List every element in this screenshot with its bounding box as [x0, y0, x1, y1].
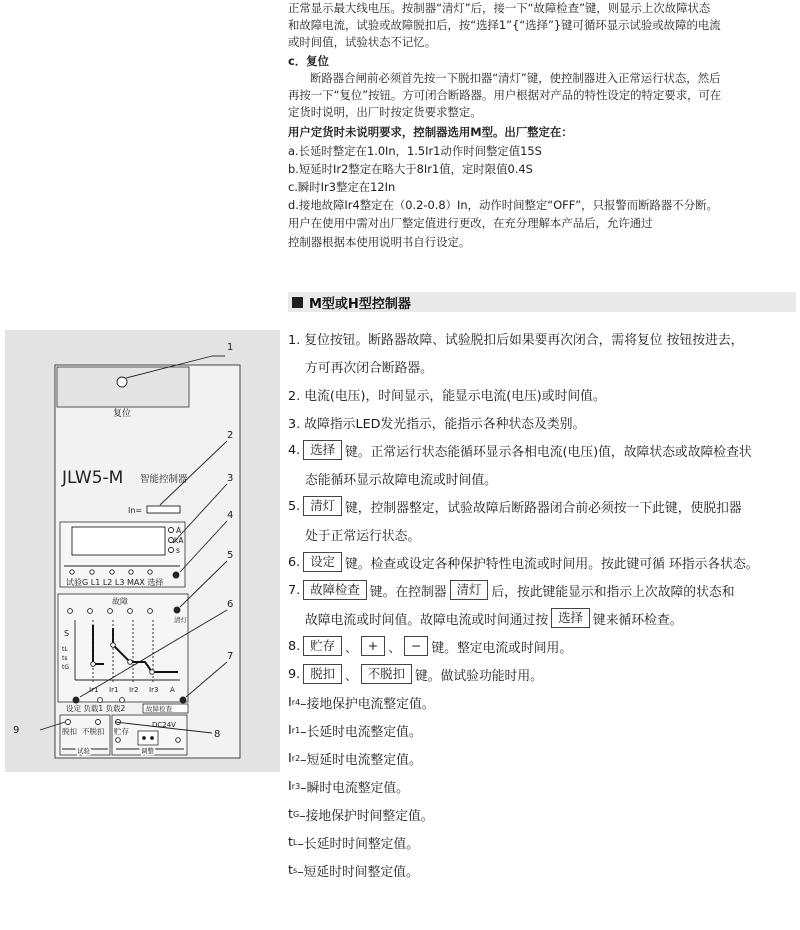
- default-a: a.长延时整定在1.0In，1.5Ir1动作时间整定值15S: [288, 143, 542, 158]
- dc-connector: [138, 731, 158, 745]
- item-text: 处于正常运行状态。: [305, 528, 421, 544]
- led: [176, 738, 181, 743]
- top-line: 和故障电流，试验或故障脱扣后，按“选择1”{“选择”}键可循环显示试验或故障的电流: [288, 18, 721, 33]
- list-item: [288, 492, 800, 520]
- led-a: [169, 528, 174, 533]
- list-item-cont: [288, 464, 800, 492]
- reset-line: 再按一下“复位”按钮。方可闭合断路器。用户根据对产品的特性设定的特定要求，可在: [288, 88, 722, 103]
- fault-frame: [58, 594, 188, 702]
- item-number: 9.: [288, 666, 301, 682]
- display-screen: [72, 527, 165, 555]
- plus-key: +: [361, 636, 385, 656]
- param-text: –接地保护电流整定值。: [300, 696, 435, 712]
- led: [116, 738, 121, 743]
- led: [148, 570, 152, 574]
- param-item: [288, 688, 800, 716]
- list-item-cont: [288, 352, 800, 380]
- param-item: [288, 828, 800, 856]
- param-item: [288, 856, 800, 884]
- top-text-block: [288, 0, 796, 251]
- param-text: –瞬时电流整定值。: [300, 780, 409, 796]
- list-item: [288, 632, 800, 660]
- list-item: [288, 576, 800, 604]
- default-heading: 用户定货时未说明要求，控制器选用M型。出厂整定在：: [288, 125, 573, 140]
- model-suffix: 智能控制器: [140, 474, 188, 485]
- select-key: 选择: [303, 440, 342, 460]
- list-item: [288, 324, 800, 352]
- led: [120, 698, 125, 703]
- model-label: JLW5-M: [62, 468, 124, 488]
- unit-a: A: [176, 526, 182, 535]
- item-number: 5.: [288, 498, 301, 514]
- in-value-box: [147, 506, 180, 513]
- led: [110, 570, 114, 574]
- default-d: d.接地故障Ir4整定在（0.2-0.8）In，动作时间整定“OFF”，只报警而断路器不分断。: [288, 198, 718, 213]
- clear-button: [174, 607, 180, 613]
- item-text: 故障电流或时间值。故障电流或时间通过按: [305, 612, 549, 628]
- separator: 、: [345, 640, 358, 656]
- controller-diagram: [0, 0, 288, 790]
- callout-number: 5: [227, 550, 234, 561]
- callout-number: 3: [227, 473, 234, 484]
- reset-heading: c．复位: [288, 53, 329, 68]
- axis-tl: tL: [62, 646, 68, 653]
- led: [70, 570, 74, 574]
- param-symbol: I: [288, 722, 292, 738]
- item-text: 键来循环检查。: [592, 612, 683, 628]
- param-subscript: L: [293, 837, 298, 847]
- param-text: –长延时时间整定值。: [297, 836, 420, 852]
- param-subscript: s: [293, 865, 298, 875]
- item-text: 键。在控制器: [369, 584, 447, 600]
- callout-number: 4: [227, 510, 234, 521]
- no-trip-label: 不脱扣: [82, 727, 105, 736]
- test-label: 试验: [77, 747, 90, 755]
- callout-number: 6: [227, 599, 234, 610]
- param-subscript: r2: [291, 753, 301, 763]
- separator: 、: [345, 668, 358, 684]
- axis-ts: ts: [62, 655, 68, 662]
- item-number: 4.: [288, 442, 301, 458]
- param-subscript: r4: [291, 697, 301, 707]
- led: [150, 670, 155, 675]
- list-item: [288, 548, 800, 576]
- led: [91, 662, 96, 667]
- param-subscript: r1: [291, 725, 301, 735]
- param-item: [288, 800, 800, 828]
- no-trip-key: 不脱扣: [361, 664, 412, 684]
- param-symbol: t: [288, 806, 294, 822]
- item-text: 态能循环显示故障电流或时间值。: [305, 472, 497, 488]
- param-text: –短延时时间整定值。: [297, 864, 419, 880]
- square-bullet-icon: [292, 297, 303, 308]
- feature-list: [288, 324, 800, 884]
- ir-label: Ir1: [109, 686, 119, 694]
- param-item: [288, 716, 800, 744]
- trip-button: [66, 720, 71, 725]
- callout-number: 7: [227, 651, 234, 662]
- led-ka: [169, 538, 174, 543]
- select-key: 选择: [551, 608, 590, 628]
- axis-tg: tG: [62, 664, 70, 671]
- callout-number: 8: [214, 729, 221, 740]
- item-text: 键。做试验功能时用。: [414, 668, 543, 684]
- connector-pin: [143, 737, 146, 740]
- fault-check-button: [180, 697, 186, 703]
- store-key: 贮存: [303, 636, 342, 656]
- reset-line: 定货时说明，出厂时按定货要求整定。: [288, 105, 482, 120]
- item-text: 键。正常运行状态能循环显示各相电流(电压)值，故障状态或故障检查状: [345, 444, 752, 460]
- item-text: 键。检查或设定各种保护特性电流或时间用。按此键可循 环指示各状态。: [345, 556, 759, 572]
- item-number: 6.: [288, 554, 301, 570]
- item-number: 8.: [288, 638, 301, 654]
- callout-number: 9: [13, 725, 20, 736]
- item-text: 键，控制器整定，试验故障后断路器闭合前必须按一下此键，使脱扣器: [345, 500, 742, 516]
- list-item: [288, 380, 800, 408]
- select-button: [173, 572, 179, 578]
- led: [129, 570, 133, 574]
- unit-ka: kA: [174, 536, 184, 545]
- led: [111, 643, 116, 648]
- section-header: [288, 292, 796, 312]
- section-title: M型或H型控制器: [309, 296, 411, 312]
- callout-number: 1: [227, 342, 234, 353]
- ir-label: A: [170, 686, 175, 694]
- param-symbol: t: [288, 834, 294, 850]
- reset-label: 复位: [113, 409, 132, 419]
- item-text: 2. 电流(电压)，时间显示，能显示电流(电压)或时间值。: [288, 388, 606, 404]
- list-item: [288, 408, 800, 436]
- unit-s: s: [176, 546, 180, 555]
- trip-key: 脱扣: [303, 664, 342, 684]
- led: [108, 609, 113, 614]
- item-text: 键。整定电流或时间用。: [431, 640, 573, 656]
- axis-s: S: [64, 629, 70, 638]
- list-item-cont: [288, 604, 800, 632]
- led: [148, 609, 153, 614]
- item-text: 1. 复位按钮。断路器故障、试验脱扣后如果要再次闭合，需将复位 按钮按进去，: [288, 332, 744, 348]
- adjust-label: 调整: [141, 747, 154, 755]
- ir-label: Ir1: [89, 686, 99, 694]
- led: [128, 609, 133, 614]
- led: [68, 609, 73, 614]
- ir-label: Ir2: [129, 686, 139, 694]
- top-line: 或时间值，试验状态不记忆。: [288, 35, 437, 50]
- no-trip-button: [96, 720, 101, 725]
- param-symbol: I: [288, 778, 292, 794]
- fault-check-key: 故障检查: [303, 580, 367, 600]
- separator: 、: [388, 640, 401, 656]
- callout-number: 2: [227, 430, 234, 441]
- param-subscript: G: [293, 809, 300, 819]
- default-b: b.短延时Ir2整定在略大于8Ir1值，定时限值0.4S: [288, 161, 533, 176]
- param-text: –接地保护时间整定值。: [299, 808, 434, 824]
- param-item: [288, 744, 800, 772]
- clear-label: 清灯: [174, 616, 187, 624]
- note-line: 控制器根据本使用说明书自行设定。: [288, 234, 471, 249]
- list-item: [288, 436, 800, 464]
- fault-check-label: 故障检查: [146, 705, 172, 713]
- list-item: [288, 660, 800, 688]
- param-symbol: I: [288, 694, 292, 710]
- item-text: 3. 故障指示LED发光指示，能指示各种状态及类别。: [288, 416, 586, 432]
- param-item: [288, 772, 800, 800]
- led: [98, 698, 103, 703]
- clear-key: 清灯: [450, 580, 489, 600]
- list-item-cont: [288, 520, 800, 548]
- param-symbol: I: [288, 750, 292, 766]
- minus-key: −: [404, 636, 428, 656]
- item-text: 方可再次闭合断路器。: [305, 360, 433, 376]
- trip-label: 脱扣: [62, 727, 77, 736]
- dc-label: DC24V: [152, 721, 176, 729]
- reset-button: [117, 377, 127, 387]
- ir-label: Ir3: [149, 686, 159, 694]
- clear-key: 清灯: [303, 496, 342, 516]
- param-subscript: r3: [291, 781, 301, 791]
- reset-line: 断路器合闸前必须首先按一下脱扣器“清灯”键，使控制器进入正常运行状态，然后: [310, 70, 721, 85]
- led: [128, 660, 133, 665]
- led-row-label: 试验G L1 L2 L3 MAX 选择: [66, 578, 164, 587]
- setting-key: 设定: [303, 552, 342, 572]
- setting-button: [73, 697, 79, 703]
- led: [88, 609, 93, 614]
- item-text: 后，按此键能显示和指示上次故障的状态和: [491, 584, 735, 600]
- default-c: c.瞬时Ir3整定在12In: [288, 180, 396, 195]
- fault-label: 故障: [112, 597, 128, 606]
- store-label: 贮存: [114, 727, 129, 736]
- top-line: 正常显示最大线电压。按制器“清灯”后，接一下“故障检查”键，则显示上次故障状态: [288, 1, 711, 15]
- connector-pin: [151, 737, 154, 740]
- param-text: –长延时电流整定值。: [300, 724, 422, 740]
- param-symbol: t: [288, 862, 294, 878]
- led: [90, 570, 94, 574]
- button-row-label: 设定 负载1 负载2: [66, 704, 126, 713]
- note-line: 用户在使用中需对出厂整定值进行更改，在充分理解本产品后，允许通过: [288, 216, 653, 231]
- param-text: –短延时电流整定值。: [300, 752, 422, 768]
- item-number: 7.: [288, 582, 301, 598]
- led-s: [169, 548, 174, 553]
- in-label: In=: [128, 506, 143, 515]
